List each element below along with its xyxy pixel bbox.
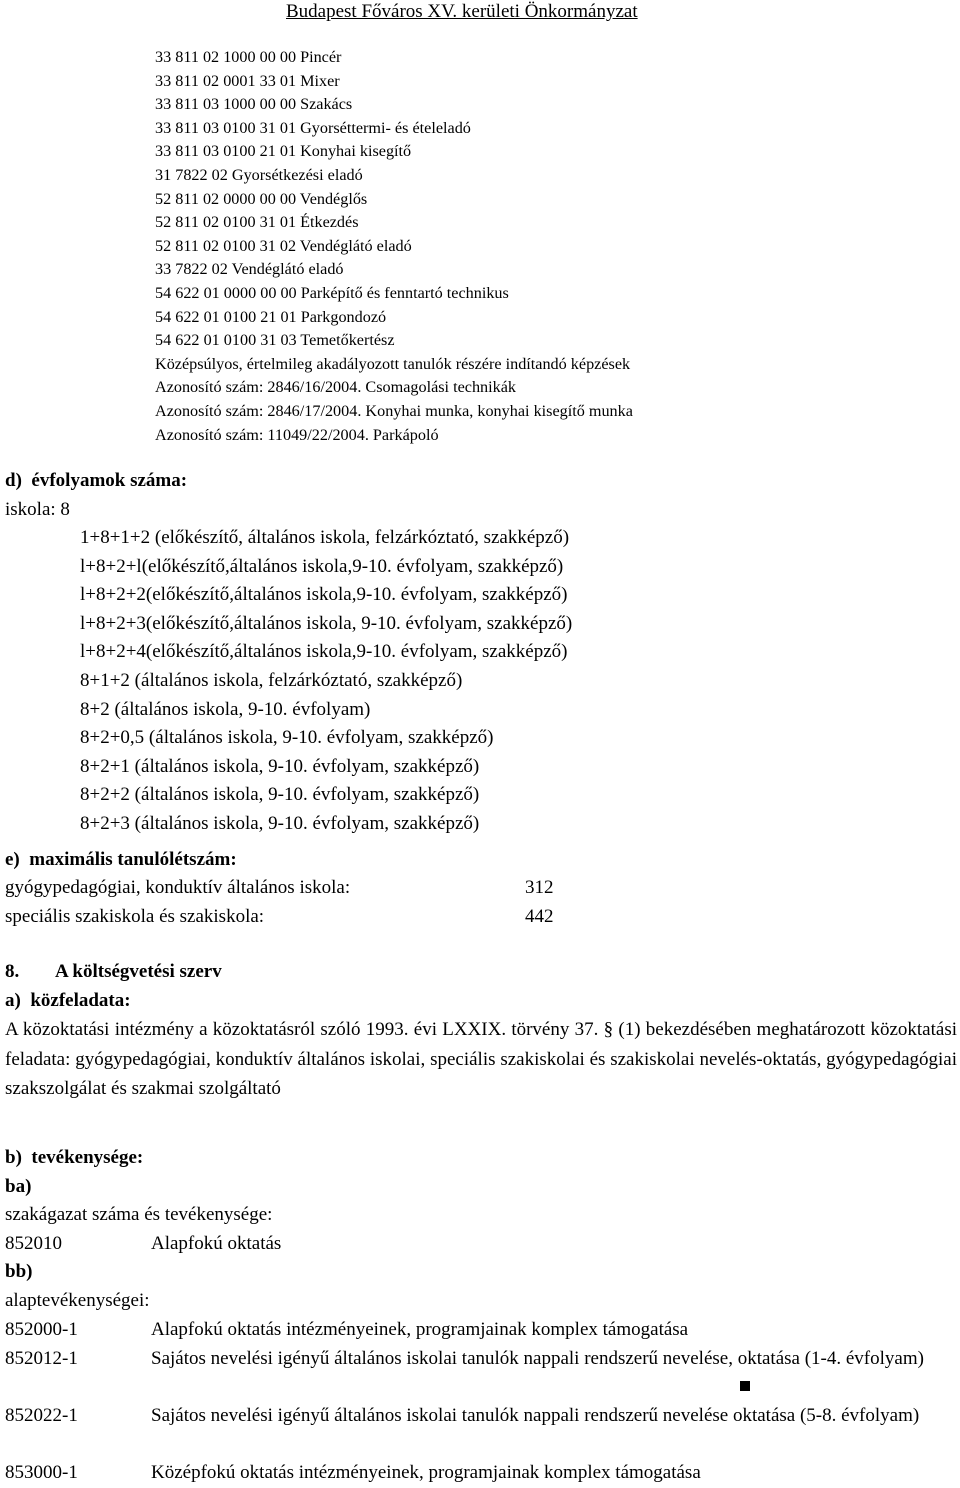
list-item: 8+2+0,5 (általános iskola, 9-10. évfolyam, szakképző) [80,727,494,749]
list-item: 54 622 01 0100 31 03 Temetőkertész [155,331,395,350]
list-item: 1+8+1+2 (előkészítő, általános iskola, felzárkóztató, szakképző) [80,527,570,548]
list-item: 33 811 02 1000 00 00 Pincér [155,48,342,66]
list-item: l+8+2+4(előkészítő,általános iskola,9-10. évfolyam, szakképző) [80,641,568,663]
section-label: d) [5,470,22,491]
capacity-label: gyógypedagógiai, konduktív általános iskola: [5,877,351,898]
list-item: 8+2+2 (általános iskola, 9-10. évfolyam, szakképző) [80,784,480,806]
section-label: b) [5,1147,22,1168]
list-item: 31 7822 02 Gyorsétkezési eladó [155,165,363,184]
activity-code: 852012-1 [5,1348,78,1369]
section-label: e) [5,849,20,870]
section-title: évfolyamok száma: [31,470,188,491]
list-item: 8+2+3 (általános iskola, 9-10. évfolyam, szakképző) [80,812,480,834]
section-title: A költségvetési szerv [55,961,222,982]
square-bullet-icon [740,1381,750,1391]
section-ba-text: szakágazat száma és tevékenysége: [5,1204,273,1225]
capacity-value: 312 [525,877,554,898]
activity-desc: Sajátos nevelési igényű általános iskolai tanulók nappali rendszerű nevelése, oktatása (1-4. évfolyam) [151,1348,924,1369]
capacity-row [5,874,554,902]
section-d-heading [5,467,187,495]
iskola-count: iskola: 8 [5,499,70,520]
list-item: Azonosító szám: 11049/22/2004. Parkápoló [155,425,439,444]
section-bb-label: bb) [5,1261,33,1282]
section-e-heading [5,846,237,874]
grade-structure-list [80,524,572,839]
list-item: Középsúlyos, értelmileg akadályozott tanulók részére indítandó képzések [155,354,631,373]
list-item: 33 811 03 0100 21 01 Konyhai kisegítő [155,142,412,161]
list-item: 33 811 02 0001 33 01 Mixer [155,71,340,90]
list-item: 54 622 01 0000 00 00 Parképítő és fenntartó technikus [155,283,509,302]
activity-code: 852000-1 [5,1319,78,1340]
page-header: Budapest Főváros XV. kerületi Önkormányzat [286,1,638,22]
list-item: 52 811 02 0000 00 00 Vendéglős [155,189,368,208]
activity-code: 852010 [5,1233,62,1254]
capacity-value: 442 [525,906,554,927]
activity-desc: Sajátos nevelési igényű általános iskolai tanulók nappali rendszerű nevelése oktatása (5-8. évfolyam) [151,1405,920,1426]
section-8a-heading [5,987,131,1015]
list-item: l+8+2+2(előkészítő,általános iskola,9-10. évfolyam, szakképző) [80,584,568,606]
list-item: Azonosító szám: 2846/17/2004. Konyhai munka, konyhai kisegítő munka [155,401,633,420]
activity-desc: Középfokú oktatás intézményeinek, programjainak komplex támogatása [151,1462,701,1483]
list-item: 33 7822 02 Vendéglátó eladó [155,260,344,279]
section-number: 8. [5,961,20,982]
list-item: 33 811 03 1000 00 00 Szakács [155,95,353,114]
list-item: 8+2 (általános iskola, 9-10. évfolyam) [80,698,371,720]
list-item: l+8+2+l(előkészítő,általános iskola,9-10. évfolyam, szakképző) [80,555,564,577]
section-ba-label: ba) [5,1176,32,1197]
list-item: Azonosító szám: 2846/16/2004. Csomagolási technikák [155,378,517,397]
public-task-paragraph: A közoktatási intézmény a közoktatásról szóló 1993. évi LXXIX. törvény 37. § (1) bekezdésében meghatározott közoktatási feladata: gyógypedagógiai, konduktív általános iskolai, speciális szakiskolai és szakiskolai nevelés-oktatás, gyógypedagógiai szakszolgálat és szakmai szolgáltató [5,1019,957,1099]
section-title: maximális tanulólétszám: [29,849,237,870]
list-item: 52 811 02 0100 31 01 Étkezdés [155,213,359,232]
activity-code: 853000-1 [5,1462,78,1483]
capacity-row [5,903,554,931]
activity-code: 852022-1 [5,1405,78,1426]
section-label: a) [5,990,21,1011]
capacity-label: speciális szakiskola és szakiskola: [5,906,265,927]
activity-desc: Alapfokú oktatás intézményeinek, programjainak komplex támogatása [151,1319,689,1340]
list-item: 33 811 03 0100 31 01 Gyorséttermi- és ételeladó [155,118,471,137]
list-item: 8+1+2 (általános iskola, felzárkóztató, szakképző) [80,669,463,691]
list-item: 52 811 02 0100 31 02 Vendéglátó eladó [155,236,412,255]
list-item: 8+2+1 (általános iskola, 9-10. évfolyam, szakképző) [80,755,480,777]
list-item: 54 622 01 0100 21 01 Parkgondozó [155,307,387,326]
list-item: l+8+2+3(előkészítő,általános iskola, 9-10. évfolyam, szakképző) [80,612,573,634]
qualification-list [155,46,633,447]
section-title: tevékenysége: [31,1147,144,1168]
section-title: közfeladata: [30,990,131,1011]
section-8b-heading [5,1144,143,1172]
section-8-heading [5,958,222,986]
activity-desc: Alapfokú oktatás [151,1233,282,1254]
section-bb-text: alaptevékenységei: [5,1290,150,1311]
